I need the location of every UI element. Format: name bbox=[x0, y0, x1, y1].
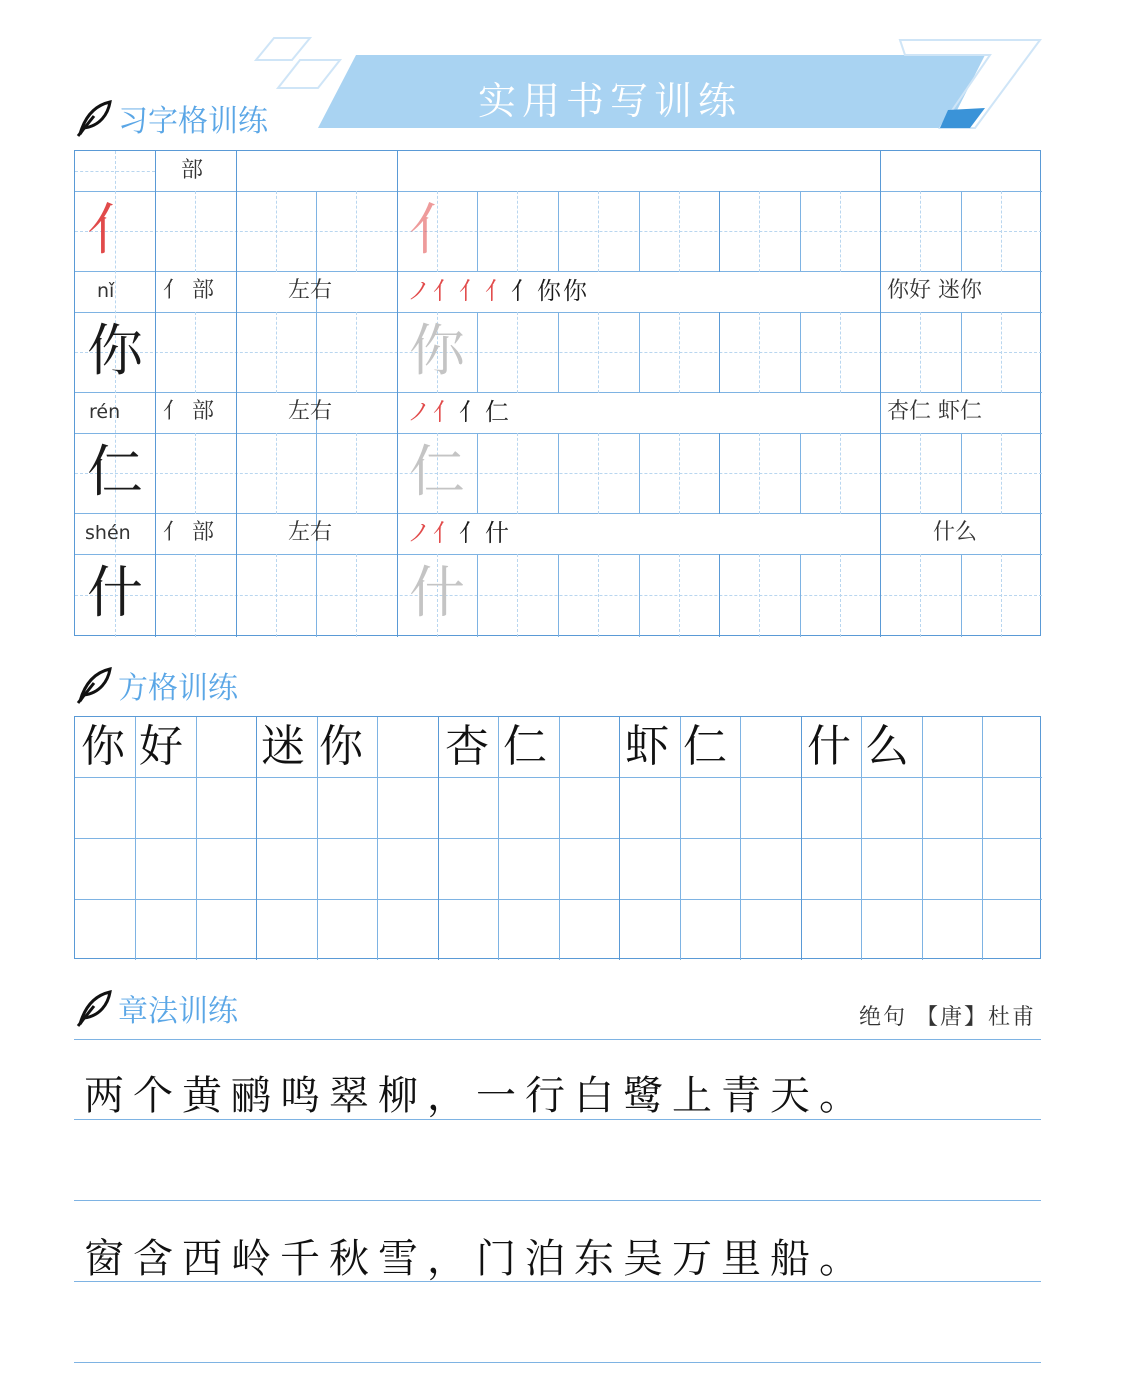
structure-3: 左右 bbox=[288, 520, 333, 545]
square-grid bbox=[74, 716, 1041, 959]
section-title-3: 章法训练 bbox=[118, 994, 238, 1029]
ruled-line bbox=[74, 1200, 1041, 1201]
grid2-word-5: 什么 bbox=[807, 721, 923, 772]
ruled-line bbox=[74, 1039, 1041, 1040]
section-head-2 bbox=[74, 663, 238, 707]
grid2-word-4: 虾仁 bbox=[625, 721, 741, 772]
section-title-1: 习字格训练 bbox=[118, 104, 268, 139]
trace-radical: 亻 bbox=[409, 198, 465, 263]
trace-char-2: 仁 bbox=[409, 440, 465, 505]
model-char-1: 你 bbox=[87, 319, 143, 384]
structure-1: 左右 bbox=[288, 278, 333, 303]
pinyin-2: rén bbox=[89, 401, 121, 423]
poem-source: 绝句 【唐】杜甫 bbox=[859, 1005, 1036, 1030]
poem-line-2: 窗含西岭千秋雪，门泊东吴万里船。 bbox=[84, 1236, 868, 1282]
stroke-order-rest-2: 亻仁 bbox=[459, 398, 511, 426]
grid2-word-3: 杏仁 bbox=[445, 721, 561, 772]
stroke-order-1: ノ亻亻亻亻你你 bbox=[407, 277, 589, 305]
stroke-order-2: ノ亻亻仁 bbox=[407, 398, 511, 426]
radical-2: 亻 部 bbox=[163, 399, 214, 424]
section-title-2: 方格训练 bbox=[118, 671, 238, 706]
section-head-1 bbox=[74, 96, 268, 140]
section-head-3 bbox=[74, 986, 238, 1030]
character-practice-grid bbox=[74, 150, 1041, 636]
poem-line-1: 两个黄鹂鸣翠柳，一行白鹭上青天。 bbox=[84, 1073, 868, 1119]
radical-header: 部 bbox=[181, 158, 204, 183]
pinyin-1: nǐ bbox=[97, 280, 115, 302]
words-1: 你好 迷你 bbox=[887, 278, 982, 303]
ruled-line bbox=[74, 1362, 1041, 1363]
trace-char-3: 什 bbox=[409, 561, 465, 626]
stroke-order-rest-3: 亻什 bbox=[459, 519, 511, 547]
feather-icon bbox=[74, 988, 114, 1028]
grid2-word-2: 迷你 bbox=[261, 721, 377, 772]
banner-title: 实用书写训练 bbox=[477, 79, 742, 123]
feather-icon bbox=[74, 665, 114, 705]
feather-icon bbox=[74, 98, 114, 138]
model-char-2: 仁 bbox=[87, 440, 143, 505]
pinyin-3: shén bbox=[85, 522, 131, 544]
radical-3: 亻 部 bbox=[163, 520, 214, 545]
stroke-order-3: ノ亻亻什 bbox=[407, 519, 511, 547]
model-char-3: 什 bbox=[87, 561, 143, 626]
grid2-word-1: 你好 bbox=[81, 721, 197, 772]
words-3: 什么 bbox=[933, 520, 978, 545]
stroke-order-rest-1: 亻你你 bbox=[511, 277, 589, 305]
structure-2: 左右 bbox=[288, 399, 333, 424]
trace-char-1: 你 bbox=[409, 319, 465, 384]
model-radical: 亻 bbox=[87, 198, 143, 263]
words-2: 杏仁 虾仁 bbox=[887, 399, 982, 424]
radical-1: 亻 部 bbox=[163, 278, 214, 303]
